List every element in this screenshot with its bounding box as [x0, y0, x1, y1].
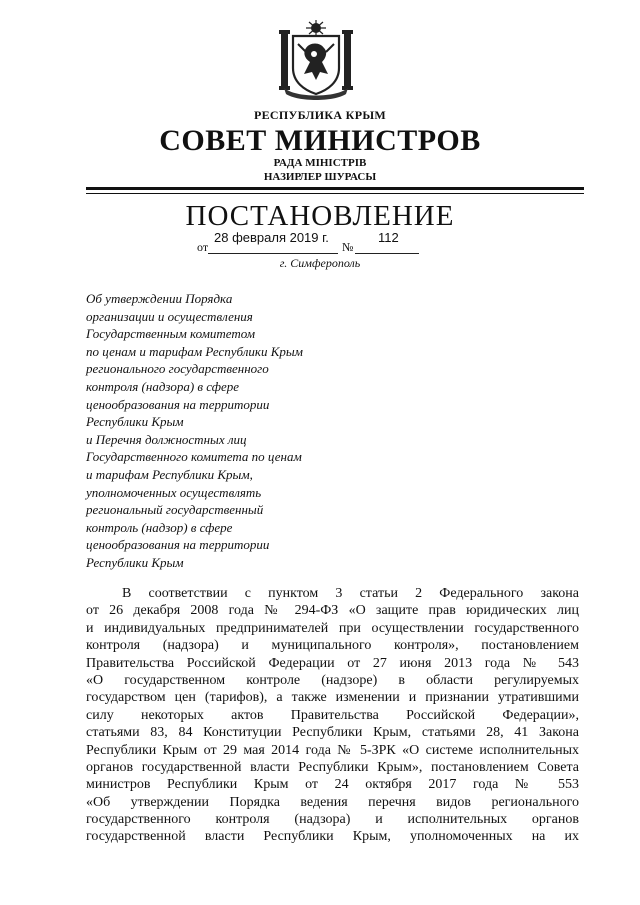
document-city: г. Симферополь [279, 256, 361, 270]
subject-line: контроль (надзор) в сфере [86, 519, 233, 535]
subject-line: ценообразования на территории [86, 537, 270, 553]
body-line: статьями 83, 84 Конституции Республики Крым, статьями 28, 41 Закона [86, 725, 579, 741]
council-heading-crimean-tatar: НАЗИРЛЕР ШУРАСЫ [263, 171, 377, 183]
subject-line: по ценам и тарифам Республики Крым [86, 343, 303, 359]
body-line: «Об утверждении Порядка ведения перечня видов регионального [86, 794, 579, 810]
number-underline [355, 253, 419, 254]
body-line: силу некоторых актов Правительства Российской Федерации», [86, 707, 579, 723]
body-line: Правительства Российской Федерации от 27 июня 2013 года № 543 [86, 655, 579, 671]
date-label: от [197, 240, 209, 254]
number-label: № [342, 240, 354, 254]
document-date: 28 февраля 2019 г. [214, 230, 329, 245]
body-line: контроля (надзора) и муниципального контроля», постановлением [86, 638, 579, 654]
subject-line: организации и осуществления [86, 308, 253, 324]
subject-line: Об утверждении Порядка [86, 291, 233, 306]
republic-heading: РЕСПУБЛИКА КРЫМ [253, 108, 387, 122]
body-line: и индивидуальных предпринимателей при осуществлении государственного [86, 620, 579, 636]
subject-line: регионального государственного [86, 361, 269, 377]
subject-line: Государственным комитетом [86, 326, 256, 342]
body-line: государственного контроля (надзора) и исполнительных органов [86, 812, 579, 828]
body-line: государственной власти Республики Крым, уполномоченных на их [86, 829, 579, 845]
body-line: Республики Крым от 29 мая 2014 года № 5-ЗРК «О системе исполнительных [86, 742, 579, 758]
subject-line: и тарифам Республики Крым, [86, 466, 253, 482]
body-line: от 26 декабря 2008 года № 294-ФЗ «О защите прав юридических лиц [86, 603, 579, 619]
subject-line: Государственного комитета по ценам [86, 449, 302, 465]
subject-line: региональный государственный [86, 502, 264, 518]
document-type-title: ПОСТАНОВЛЕНИЕ [185, 200, 455, 232]
date-underline [208, 253, 338, 254]
subject-line: уполномоченных осуществлять [86, 484, 262, 500]
body-line: государством цен (тарифов), а также изменении и признании утратившими [86, 690, 579, 706]
document-number: 112 [378, 230, 399, 245]
header-divider-thin [86, 193, 584, 194]
subject-line: Республики Крым [86, 414, 184, 430]
document-subject [86, 290, 386, 572]
subject-line: ценообразования на территории [86, 396, 270, 412]
body-line: министров Республики Крым от 24 октября 2017 года № 553 [86, 777, 579, 793]
council-heading: СОВЕТ МИНИСТРОВ [159, 124, 481, 157]
header-divider-thick [86, 187, 584, 190]
council-heading-ukrainian: РАДА МІНІСТРІВ [273, 157, 367, 169]
document-body [86, 585, 579, 846]
coat-of-arms-icon [276, 18, 356, 100]
subject-line: Республики Крым [86, 554, 184, 570]
subject-line: и Перечня должностных лиц [86, 431, 247, 447]
body-line: В соответствии с пунктом 3 статьи 2 Федерального закона [122, 586, 579, 601]
subject-line: контроля (надзора) в сфере [86, 378, 240, 394]
body-line: органов государственной власти Республики Крым», постановлением Совета [86, 759, 579, 775]
body-line: «О государственном контроле (надзоре) в области регулируемых [86, 672, 579, 688]
